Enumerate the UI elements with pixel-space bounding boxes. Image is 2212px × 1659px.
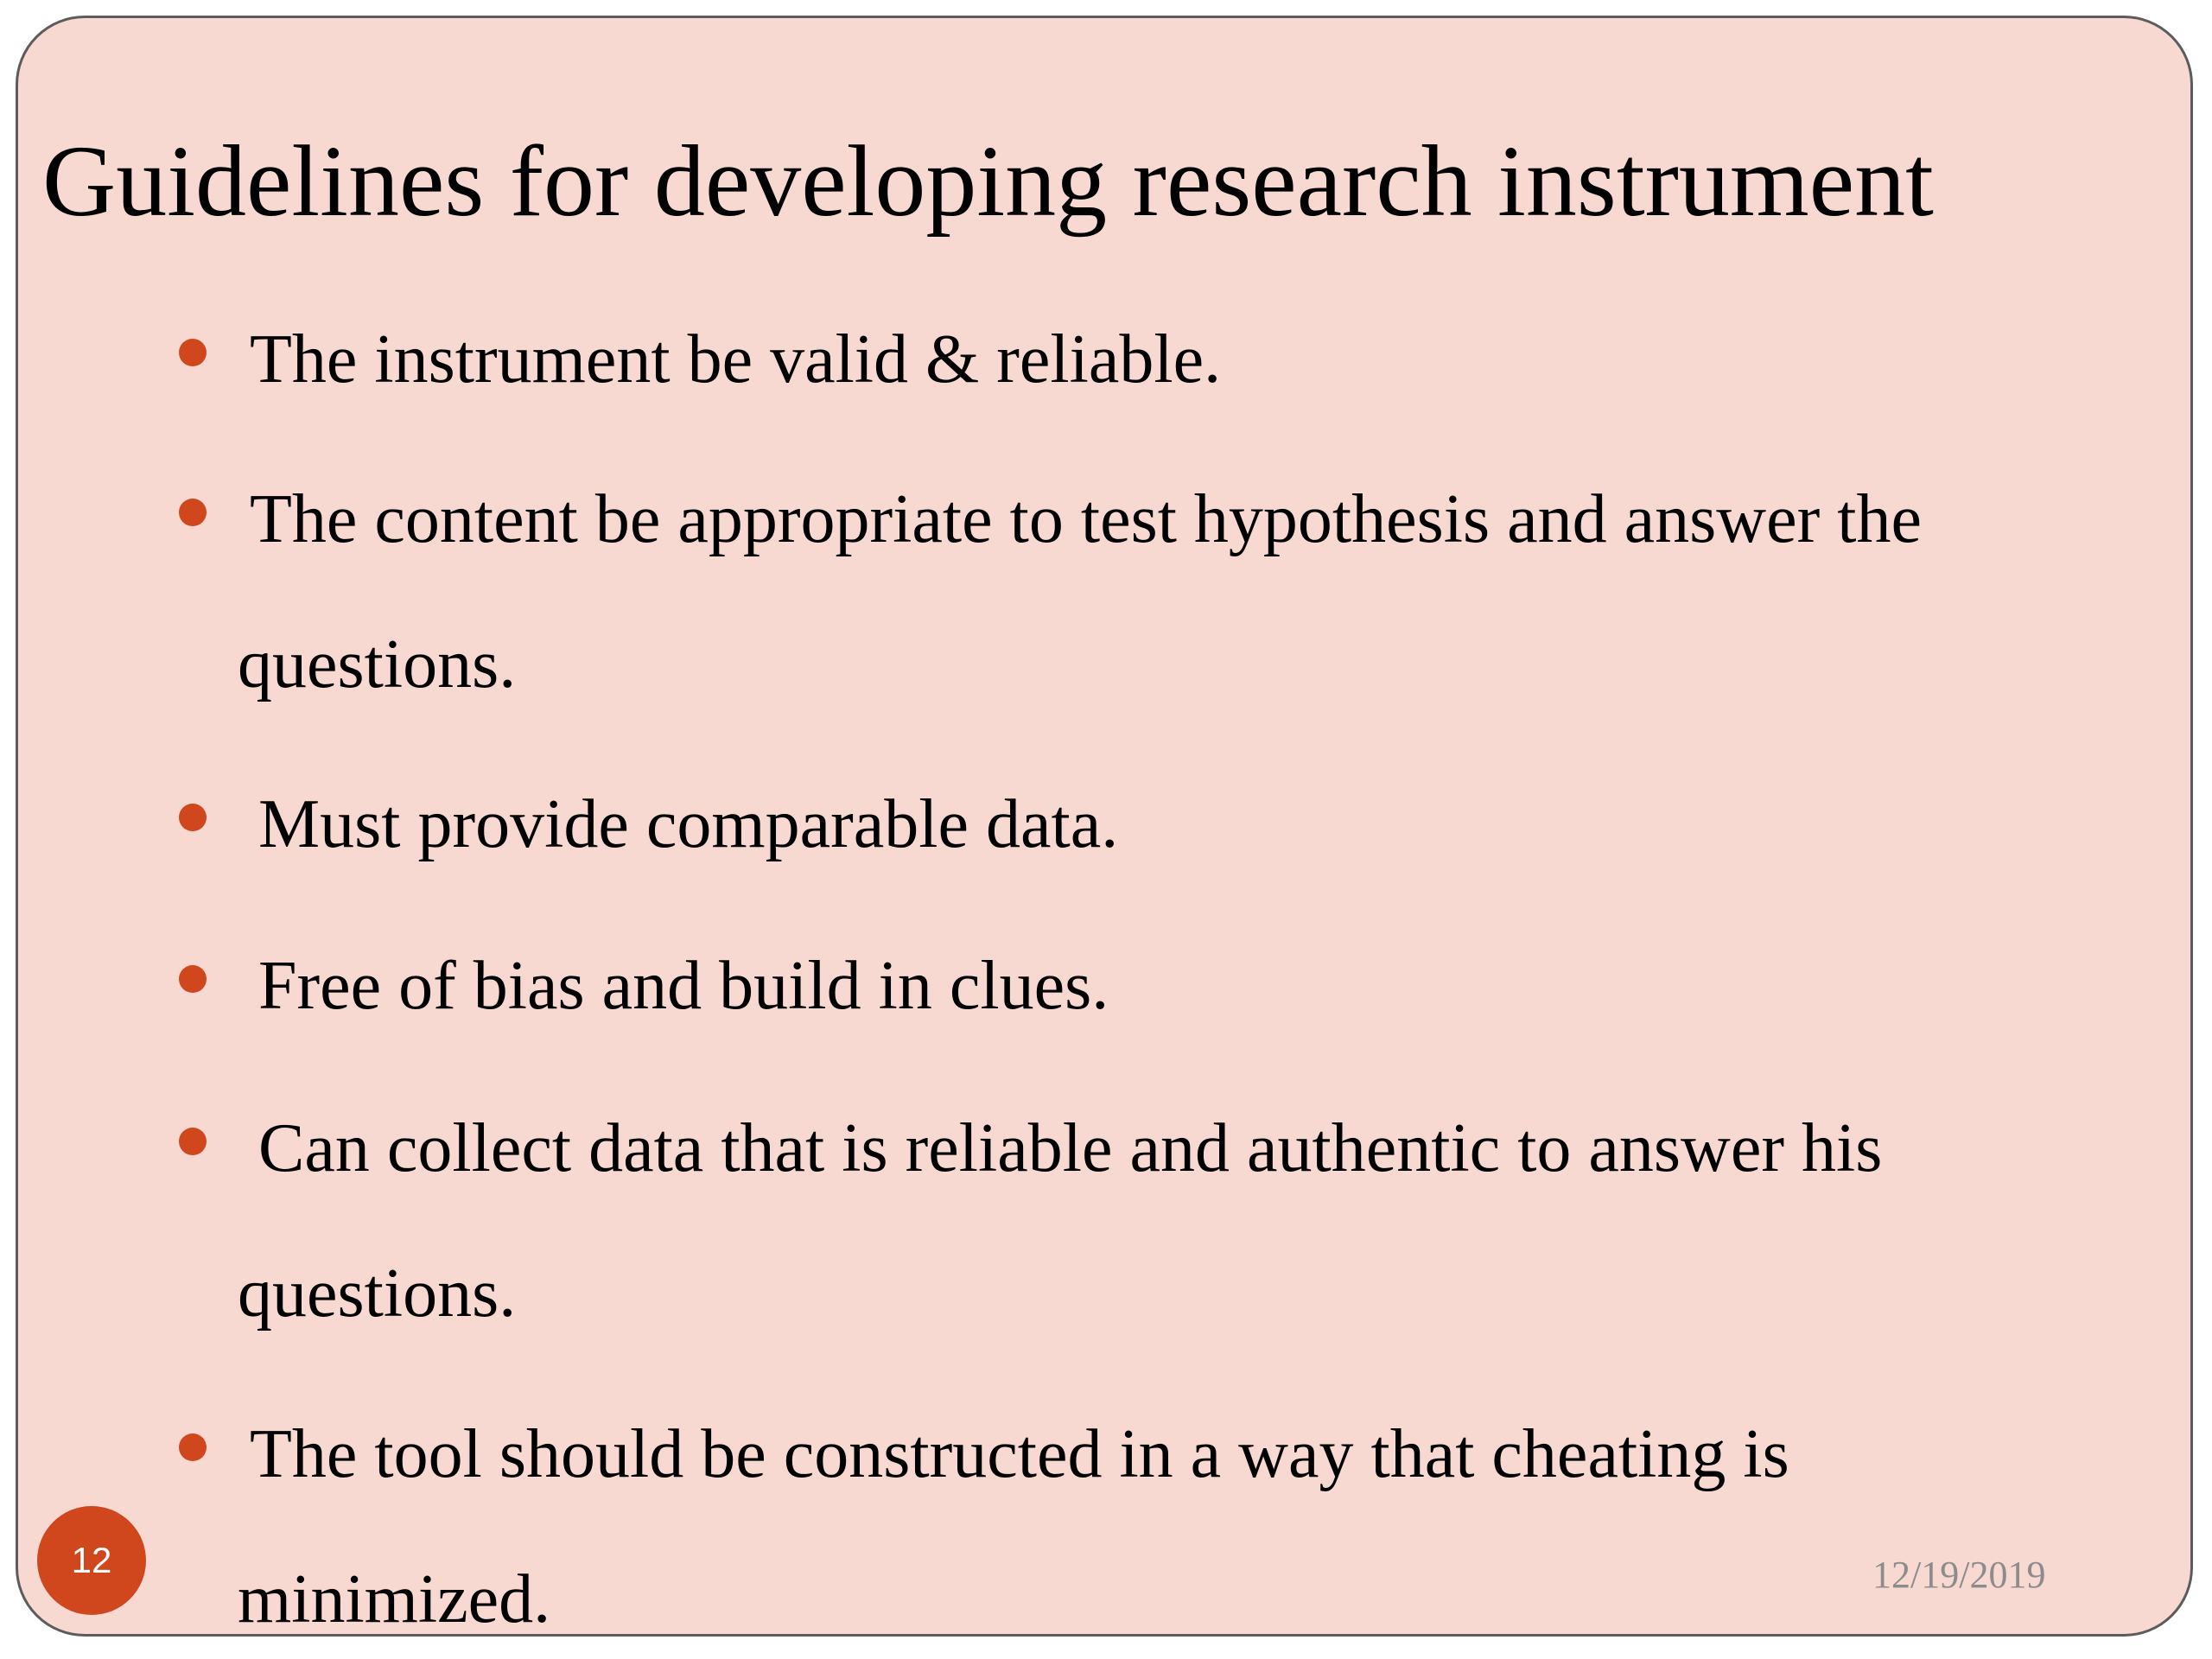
bullet-dot-icon	[179, 1433, 207, 1461]
slide-title: Guidelines for developing research instrument	[42, 124, 1934, 238]
bullet-dot-icon	[179, 804, 207, 831]
bullet-text-continued: questions.	[238, 626, 517, 702]
bullet-text-continued: questions.	[238, 1255, 517, 1332]
bullet-dot-icon	[179, 499, 207, 526]
bullet-text-continued: minimized.	[238, 1561, 551, 1637]
slide-number-badge: 12	[37, 1506, 146, 1615]
bullet-text: Free of bias and build in clues.	[258, 948, 1109, 1024]
bullet-text: The content be appropriate to test hypothesis and answer the	[250, 481, 1922, 557]
bullet-dot-icon	[179, 339, 207, 366]
bullet-text: The instrument be valid & reliable.	[250, 321, 1222, 397]
slide-date: 12/19/2019	[1872, 1554, 2046, 1596]
bullet-text: Can collect data that is reliable and authentic to answer his	[258, 1110, 1883, 1186]
bullet-dot-icon	[179, 965, 207, 993]
bullet-text: Must provide comparable data.	[258, 786, 1119, 862]
bullet-text: The tool should be constructed in a way that cheating is	[250, 1416, 1789, 1492]
slide	[16, 16, 2193, 1637]
bullet-dot-icon	[179, 1128, 207, 1155]
